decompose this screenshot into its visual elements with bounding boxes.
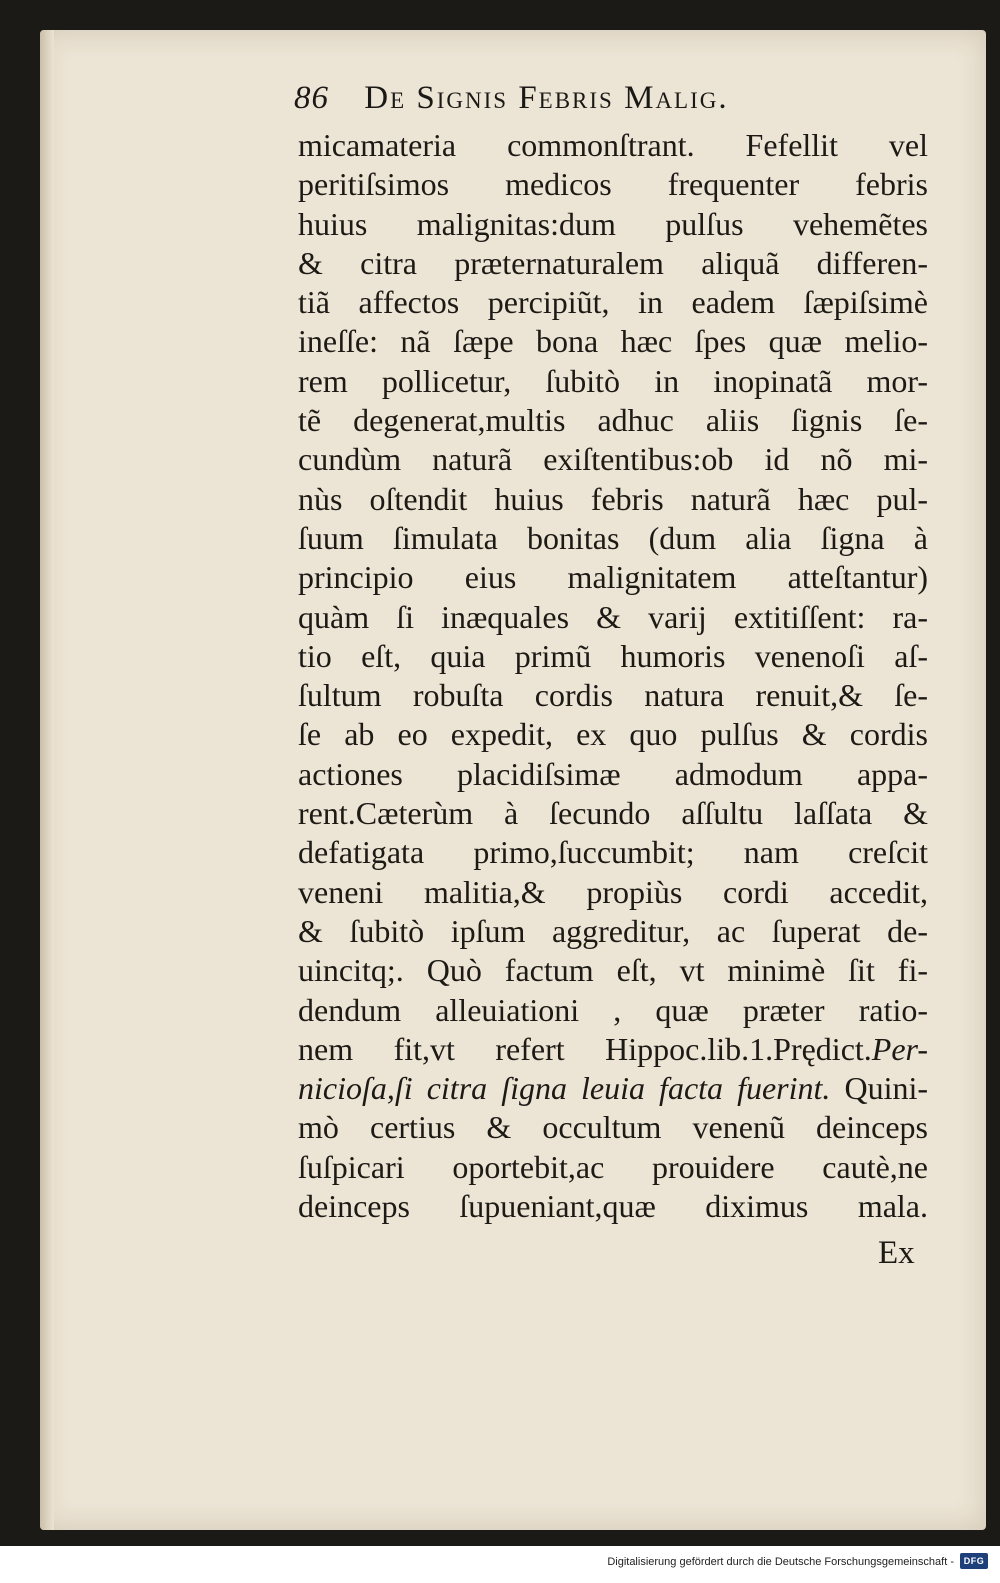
text-line: huius malignitas:dum pulſus vehemẽtes [298,205,928,242]
text-line: deinceps ſupueniant,quæ diximus mala. [298,1188,928,1225]
text-segment: nem fit,vt refert Hippoc.lib.1.Prędict. [298,1030,872,1067]
running-head [294,80,834,117]
text-line: ſuum ſimulata bonitas (dum alia ſigna à [298,519,928,556]
body-text [298,126,928,1226]
text-line: uincitq;. Quò factum eſt, vt minimè ſit fi- [298,952,928,989]
text-line: quàm ſi inæquales & varij extitiſſent: ra- [298,598,928,635]
text-line: nùs oſtendit huius febris naturã hæc pul- [298,480,928,517]
text-line: tẽ degenerat,multis adhuc aliis ſignis ſe- [298,402,928,439]
text-line: ſuſpicari oportebit,ac prouidere cautè,ne [298,1148,928,1185]
text-line: veneni malitia,& propiùs cordi accedit, [298,873,928,910]
page-gutter-shadow [40,30,54,1530]
text-segment: Quini- [830,1070,928,1107]
text-line: cundùm naturã exiſtentibus:ob id nõ mi- [298,441,928,478]
text-line-mixed [298,1069,928,1108]
funding-credit: Digitalisierung gefördert durch die Deutsche Forschungsgemeinschaft - [607,1556,954,1568]
text-line: dendum alleuiationi , quæ præter ratio- [298,991,928,1028]
running-title: De Signis Febris Malig. [364,80,729,116]
text-line: micamateria commonſtrant. Fefellit vel [298,127,928,163]
text-line: ineſſe: nã ſæpe bona hæc ſpes quæ melio- [298,323,928,360]
italic-segment: Per- [871,1030,928,1067]
text-line: rent.Cæterùm à ſecundo aſſultu laſſata & [298,795,928,832]
text-line: & citra præternaturalem aliquã differen- [298,244,928,281]
text-line: tio eſt, quia primũ humoris venenoſi aſ- [298,637,928,674]
text-line: mò certius & occultum venenũ deinceps [298,1109,928,1146]
catchword: Ex [878,1235,915,1271]
text-line: tiã affectos percipiũt, in eadem ſæpiſsimè [298,284,928,321]
page-number: 86 [294,80,329,116]
dfg-logo: DFG [960,1553,988,1569]
text-line: ſe ab eo expedit, ex quo pulſus & cordis [298,716,928,753]
text-line: peritiſsimos medicos frequenter febris [298,166,928,203]
text-line-mixed [298,1030,928,1069]
text-line: principio eius malignitatem atteſtantur) [298,559,928,596]
text-line: actiones placidiſsimæ admodum appa- [298,755,928,792]
text-line: defatigata primo,ſuccumbit; nam creſcit [298,834,928,871]
text-line: rem pollicetur, ſubitò in inopinatã mor- [298,362,928,399]
text-line: ſultum robuſta cordis natura renuit,& ſe- [298,677,928,714]
italic-segment: nicioſa,ſi citra ſigna leuia facta fuerint. [298,1070,831,1107]
text-line: & ſubitò ipſum aggreditur, ac ſuperat de- [298,912,928,949]
